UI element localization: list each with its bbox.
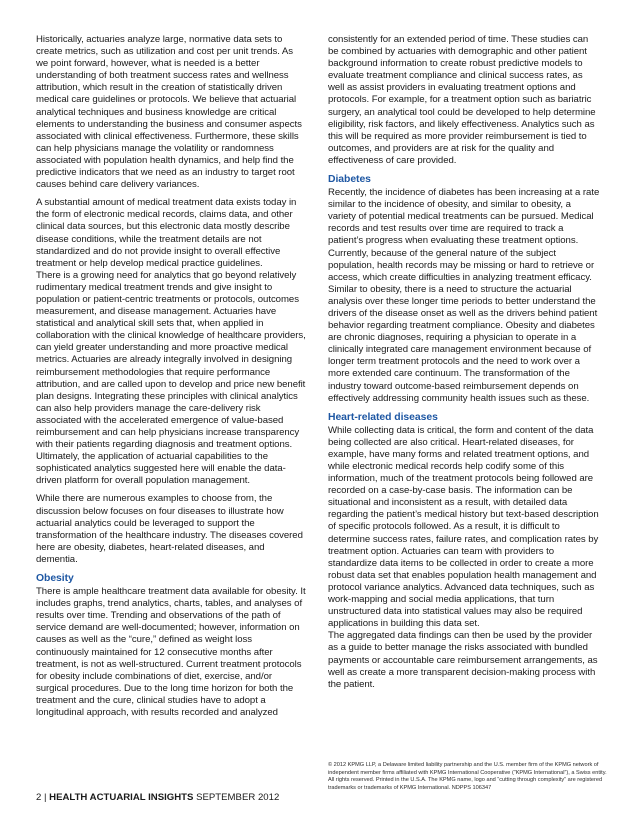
analytics-need-paragraph: There is a growing need for analytics that go beyond relatively rudimentary medical treatment trends and give insight to population or patient-centric treatments or protocols, outcomes measurement, and disease management. Actuaries have statistical and analytical skill sets that, when applied in collaboration with the clinical knowledge of healthcare providers, can yield greater understanding and more proactive medical metrics. Actuaries are already integrally involved in designing reimbursement methodologies that require performance attribution, and are called upon to develop and price new benefit plan designs. Integrating these principles with clinical analytics can also help providers manage the care-delivery risk associated with the accelerated emergence of value-based reimbursement and can help physicians increase transparency with their patients regarding diagnosis and treatment options. Ultimately, the application of actuarial capabilities to the sophisticated analytics suggested here will enable the data-driven platform for overall population management. [36, 269, 306, 487]
left-column [36, 34, 306, 725]
page-footer [36, 792, 279, 804]
heart-diseases-findings-paragraph: The aggregated data findings can then be used by the provider as a guide to better manage the risks associated with bundled payments or accountable care reimbursement arrangements, as well as create a more transparent decision-making process with the patient. [328, 630, 598, 690]
diabetes-paragraph: Recently, the incidence of diabetes has been increasing at a rate similar to the incidence of obesity, and similar to obesity, a variety of potential medical treatments can be pursued. Medical records and test results over time are required to track a patient’s progress when evaluating these treatment options. Currently, because of the general nature of the subject population, health records may be missing or hard to retrieve or access, which create difficulties in analyzing treatment efficacy. Similar to obesity, there is a need to structure the actuarial analysis over these longer time periods to better understand the drivers of the disease onset as well as the drivers behind patient behavior regarding treatment compliance. Obesity and diabetes are chronic diagnoses, requiring a physician to operate in a clinically integrated care management environment because of longer term treatment protocols and the need to work over a more extended care continuum. The transformation of the industry toward outcome-based reimbursement depends on effectively addressing community health issues such as these. [328, 187, 600, 404]
obesity-paragraph: There is ample healthcare treatment data available for obesity. It includes graphs, trend analytics, charts, tables, and analyses of results over time. Trending and observations of the path of service demand are well-documented; however, information on causes as well as the “cure,” defined as weight loss continuously maintained for 12 consecutive months after treatment, is not as well-structured. Current treatment protocols for obesity include combinations of diet, exercise, and/or surgical procedures. Due to the long time horizon for both the treatment and the cure, clinical studies have to adopt a longitudinal approach, with results recorded and analyzed [36, 586, 306, 718]
heart-diseases-heading: Heart-related diseases [328, 411, 438, 423]
diabetes-heading: Diabetes [328, 174, 371, 186]
diseases-intro-paragraph: While there are numerous examples to choose from, the discussion below focuses on four diseases to illustrate how actuarial analytics could be leveraged to support the transformation of the healthcare industry. The diseases covered here are obesity, diabetes, heart-related diseases, and dementia. [36, 493, 303, 565]
intro-paragraph: Historically, actuaries analyze large, normative data sets to create metrics, such as utilization and cost per unit trends. As we point forward, however, what is needed is a better understanding of both treatment success rates and wellness attribution, which result in the creation of statistically driven medical care guidelines or protocols. We believe that actuarial analytical techniques and business knowledge are critical elements to understanding the business and consumer aspects associated with clinical effectiveness. Furthermore, these skills can help physicians manage the volatility or randomness associated with population health dynamics, and help find the predictive indicators that we need as an industry to target root causes behind care delivery variances. [36, 34, 302, 191]
page-number: 2 [36, 792, 42, 803]
obesity-continued-paragraph: consistently for an extended period of time. These studies can be combined by actuaries with demographic and other patient background information to create robust predictive models to evaluate treatment compliance and clinical success rates, as well as assist providers in evaluating treatment options and protocols. For example, for a treatment option such as bariatric surgery, an analytical tool could be developed to help determine eligibility, risk factors, and likely effectiveness. Analytics such as this will be required as more provider reimbursement is tied to outcomes, and providers are at risk for the quality and effectiveness of care provided. [328, 34, 596, 166]
publication-title: HEALTH ACTUARIAL INSIGHTS [49, 792, 194, 803]
right-column [328, 34, 600, 697]
heart-diseases-paragraph: While collecting data is critical, the form and content of the data being collected are also critical. Heart-related diseases, for example, have many forms and related treatment options, and while electronic medical records help codify some of this information, much of the treatment protocols being followed are recorded on a case-by-case basis. The information can be situational and inconsistent as a result, with detailed data regarding the patient’s medical history but text-based description of specific protocols followed. As a result, it is difficult to determine success rates, failure rates, and complication rates by treatment option. Actuaries can team with providers to standardize data items to be collected in order to create a more robust data set that enables population health management and protocol variance analytics. Advanced data techniques, such as work-mapping and social media applications, that turn unstructured data into statistical values may also be required applications in building this data set. [328, 424, 599, 630]
publication-date: SEPTEMBER 2012 [193, 792, 280, 803]
footer-separator: | [41, 792, 50, 803]
obesity-heading: Obesity [36, 573, 74, 585]
medical-data-paragraph: A substantial amount of medical treatment data exists today in the form of electronic medical records, claims data, and other clinical data sources, but this electronic data mostly describe disease conditions, while the treatment details are not standardized and do not provide insight to overall effective treatment or help develop medical practice guidelines. [36, 197, 297, 269]
copyright-notice: © 2012 KPMG LLP, a Delaware limited liability partnership and the U.S. member firm of the KPMG network of independent member firms affiliated with KPMG International Cooperative (“KPMG International”), a Swiss entity. All rights reserved. Printed in the U.S.A. The KPMG name, logo and “cutting through complexity” are registered trademarks or trademarks of KPMG International. NDPPS 106347 [328, 762, 607, 791]
